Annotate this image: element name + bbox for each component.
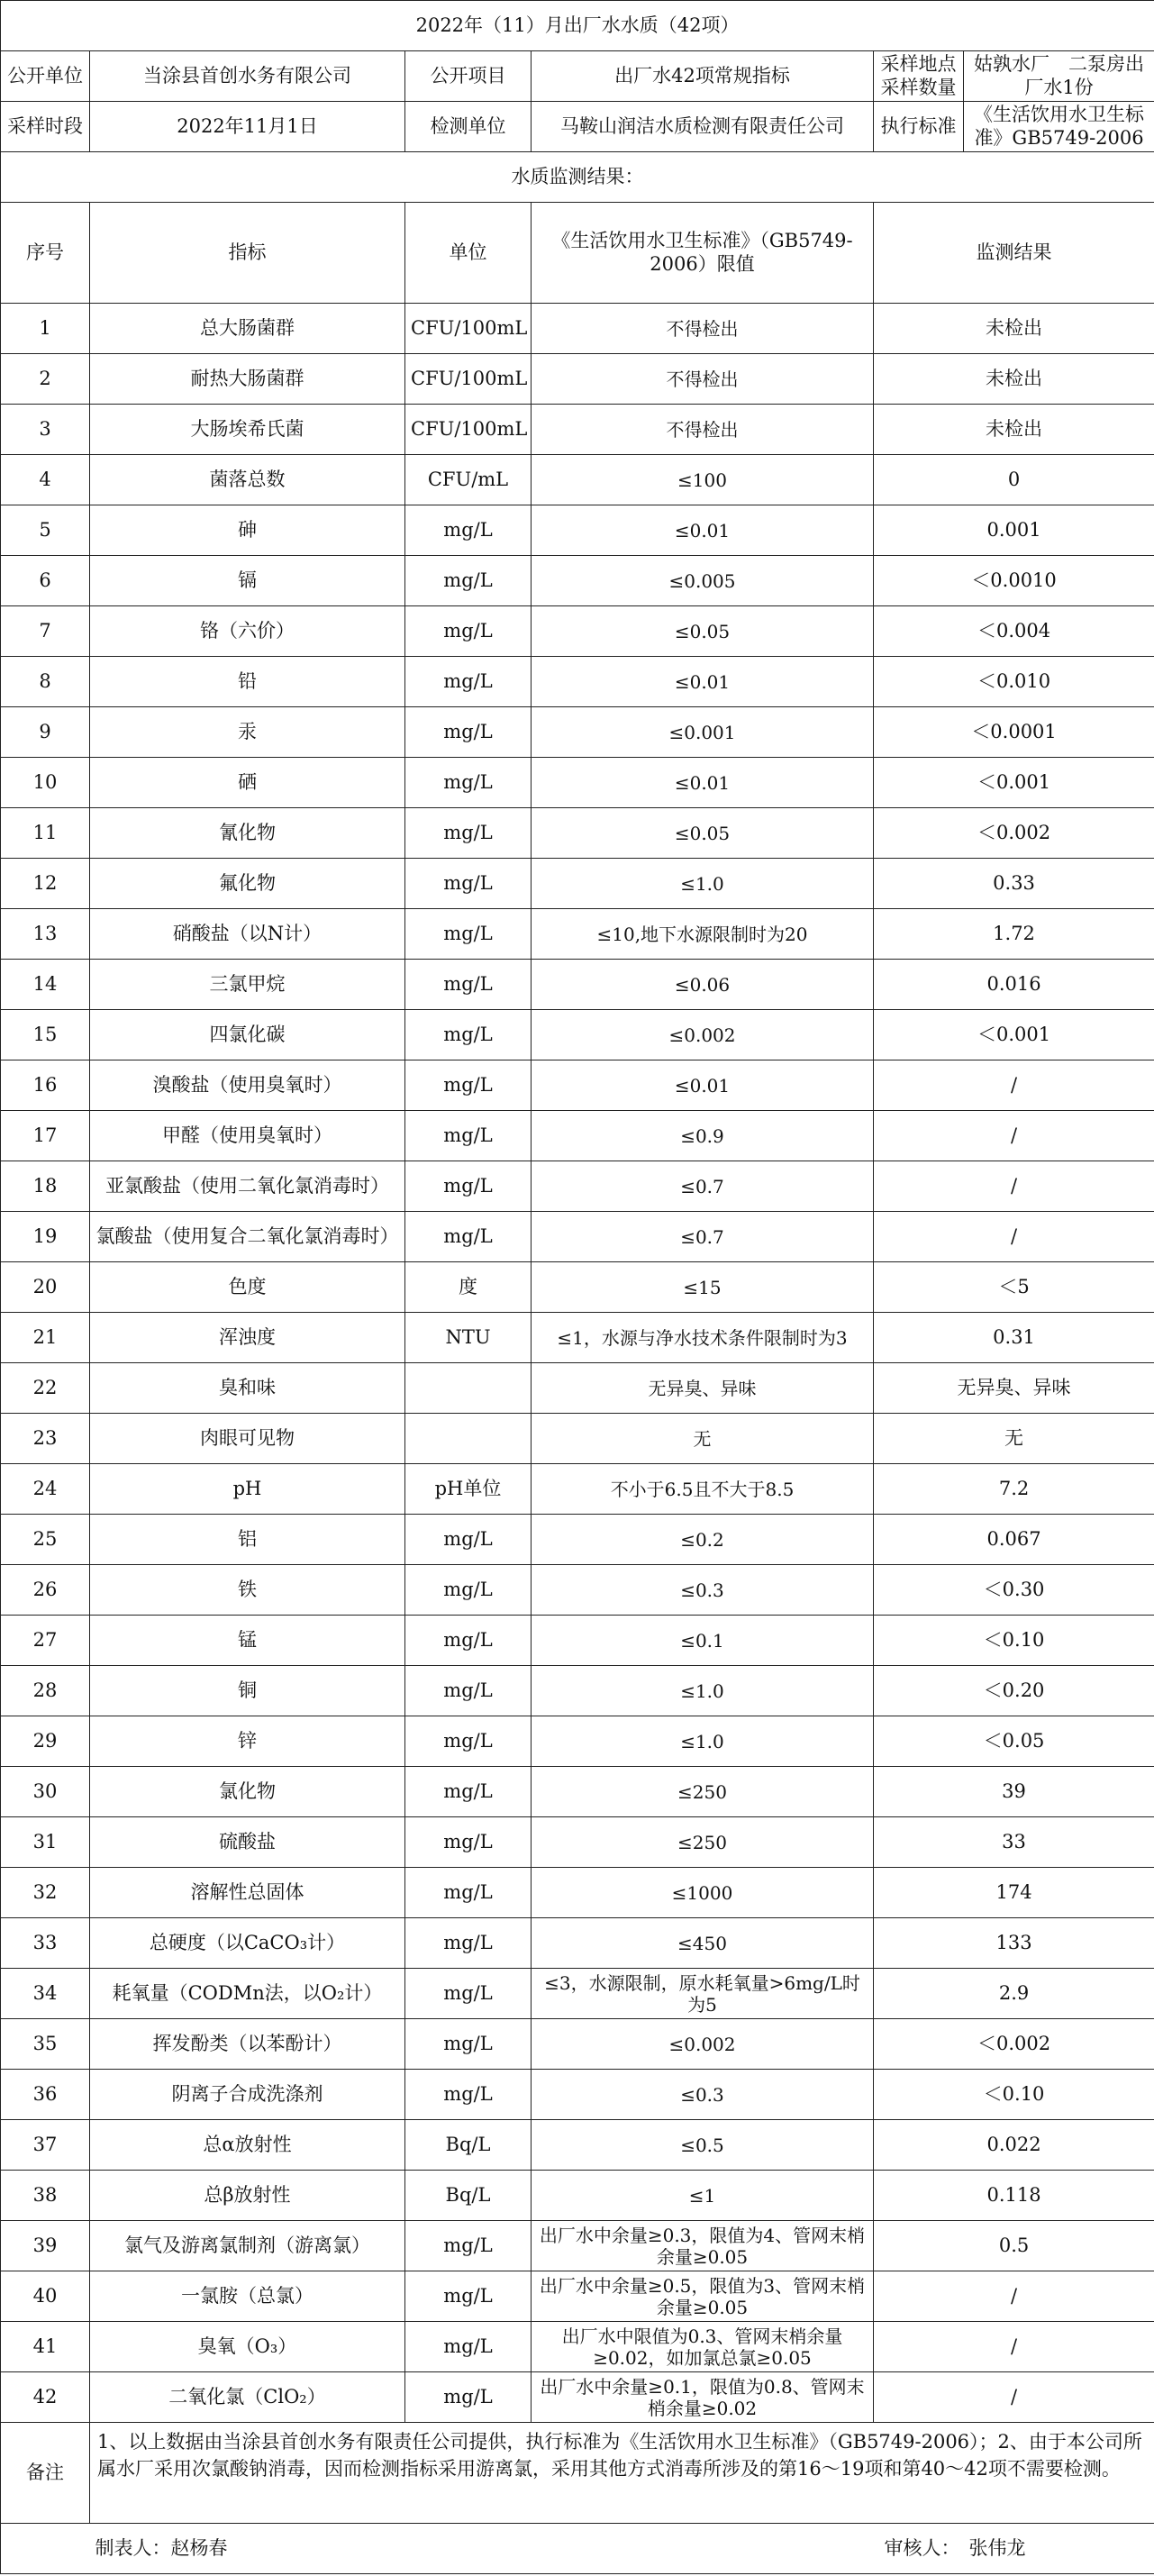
row-indicator: 铝 [90, 1515, 405, 1565]
maker-label: 制表人： [95, 2536, 171, 2559]
row-no: 28 [1, 1666, 90, 1716]
row-unit: CFU/100mL [405, 304, 532, 354]
table-row [1, 405, 1154, 455]
row-indicator: 总大肠菌群 [90, 304, 405, 354]
table-row [1, 2271, 1154, 2322]
row-limit: ≤0.7 [532, 1161, 874, 1212]
row-no: 19 [1, 1212, 90, 1262]
row-limit: ≤250 [532, 1767, 874, 1817]
table-row [1, 1111, 1154, 1161]
row-limit: ≤0.002 [532, 1010, 874, 1060]
row-limit: ≤250 [532, 1817, 874, 1868]
row-limit: 不得检出 [532, 354, 874, 405]
row-unit: mg/L [405, 657, 532, 707]
table-row [1, 808, 1154, 859]
row-unit: mg/L [405, 1010, 532, 1060]
table-row [1, 455, 1154, 505]
row-limit: ≤0.002 [532, 2019, 874, 2070]
row-limit: ≤1000 [532, 1868, 874, 1918]
row-limit: ≤0.9 [532, 1111, 874, 1161]
reviewer-label: 审核人： [874, 2524, 964, 2574]
row-result: / [874, 1212, 1154, 1262]
notes-label: 备注 [1, 2423, 90, 2524]
row-indicator: 铜 [90, 1666, 405, 1716]
row-result: 未检出 [874, 354, 1154, 405]
row-no: 24 [1, 1464, 90, 1515]
table-row [1, 707, 1154, 758]
table-row [1, 2322, 1154, 2372]
project-label: 公开项目 [405, 51, 532, 102]
table-row [1, 606, 1154, 657]
row-result: ＜0.10 [874, 1616, 1154, 1666]
row-unit: mg/L [405, 556, 532, 606]
row-limit: 不得检出 [532, 304, 874, 354]
row-unit: mg/L [405, 2221, 532, 2271]
table-row [1, 1161, 1154, 1212]
table-row [1, 1969, 1154, 2019]
row-result: ＜0.002 [874, 2019, 1154, 2070]
row-no: 8 [1, 657, 90, 707]
row-unit: mg/L [405, 606, 532, 657]
row-indicator: 二氧化氯（ClO₂） [90, 2372, 405, 2423]
row-no: 17 [1, 1111, 90, 1161]
row-no: 14 [1, 960, 90, 1010]
row-indicator: 硝酸盐（以N计） [90, 909, 405, 960]
row-no: 16 [1, 1060, 90, 1111]
table-row [1, 304, 1154, 354]
section-title: 水质监测结果： [1, 152, 1154, 203]
row-indicator: 耐热大肠菌群 [90, 354, 405, 405]
row-indicator: 色度 [90, 1262, 405, 1313]
row-result: ＜0.010 [874, 657, 1154, 707]
row-no: 33 [1, 1918, 90, 1969]
row-result: ＜0.001 [874, 1010, 1154, 1060]
row-result: ＜0.0010 [874, 556, 1154, 606]
header-unit: 单位 [405, 203, 532, 304]
row-limit: ≤0.05 [532, 808, 874, 859]
table-row [1, 2221, 1154, 2271]
row-indicator: 挥发酚类（以苯酚计） [90, 2019, 405, 2070]
row-result: ＜0.30 [874, 1565, 1154, 1616]
row-limit: ≤1.0 [532, 859, 874, 909]
table-row [1, 1666, 1154, 1716]
header-indicator: 指标 [90, 203, 405, 304]
row-result: 0.067 [874, 1515, 1154, 1565]
row-unit: CFU/mL [405, 455, 532, 505]
row-no: 11 [1, 808, 90, 859]
row-limit: ≤1.0 [532, 1666, 874, 1716]
row-unit: mg/L [405, 1716, 532, 1767]
row-no: 36 [1, 2070, 90, 2120]
row-result: 133 [874, 1918, 1154, 1969]
row-indicator: 菌落总数 [90, 455, 405, 505]
row-indicator: 氟化物 [90, 859, 405, 909]
row-result: 0.001 [874, 505, 1154, 556]
table-row [1, 505, 1154, 556]
row-result: / [874, 1060, 1154, 1111]
row-result: 未检出 [874, 304, 1154, 354]
row-indicator: 锌 [90, 1716, 405, 1767]
table-row [1, 657, 1154, 707]
row-unit: mg/L [405, 1918, 532, 1969]
row-indicator: 溶解性总固体 [90, 1868, 405, 1918]
std-value: 《生活饮用水卫生标准》GB5749-2006 [964, 102, 1154, 152]
row-result: / [874, 2372, 1154, 2423]
row-limit: 出厂水中余量≥0.3，限值为4、管网末梢余量≥0.05 [532, 2221, 874, 2271]
notes-text: 1、以上数据由当涂县首创水务有限责任公司提供，执行标准为《生活饮用水卫生标准》（GB5749-2006）；2、由于本公司所属水厂采用次氯酸钠消毒，因而检测指标采用游离氯，采用其他方式消毒所涉及的第16～19项和第40～42项不需要检测。 [90, 2423, 1154, 2524]
row-limit: ≤0.005 [532, 556, 874, 606]
table-row [1, 758, 1154, 808]
row-indicator: 汞 [90, 707, 405, 758]
maker [90, 2524, 405, 2574]
row-indicator: 大肠埃希氏菌 [90, 405, 405, 455]
row-limit: ≤0.3 [532, 2070, 874, 2120]
row-unit [405, 1414, 532, 1464]
table-row [1, 960, 1154, 1010]
row-limit: ≤0.3 [532, 1565, 874, 1616]
row-limit: 出厂水中余量≥0.5，限值为3、管网末梢余量≥0.05 [532, 2271, 874, 2322]
table-row [1, 354, 1154, 405]
row-no: 4 [1, 455, 90, 505]
table-row [1, 1716, 1154, 1767]
row-indicator: 氰化物 [90, 808, 405, 859]
row-result: 无 [874, 1414, 1154, 1464]
row-limit: ≤0.01 [532, 505, 874, 556]
table-row [1, 2120, 1154, 2171]
project-value: 出厂水42项常规指标 [532, 51, 874, 102]
row-no: 15 [1, 1010, 90, 1060]
row-unit: Bq/L [405, 2171, 532, 2221]
row-limit: ≤10,地下水源限制时为20 [532, 909, 874, 960]
row-no: 40 [1, 2271, 90, 2322]
row-indicator: 总硬度（以CaCO₃计） [90, 1918, 405, 1969]
row-indicator: 亚氯酸盐（使用二氧化氯消毒时） [90, 1161, 405, 1212]
row-result: 7.2 [874, 1464, 1154, 1515]
row-limit: ≤100 [532, 455, 874, 505]
row-indicator: 肉眼可见物 [90, 1414, 405, 1464]
row-indicator: 铬（六价） [90, 606, 405, 657]
row-result: 33 [874, 1817, 1154, 1868]
row-limit: 无异臭、异味 [532, 1363, 874, 1414]
row-indicator: pH [90, 1464, 405, 1515]
row-no: 25 [1, 1515, 90, 1565]
row-limit: ≤0.5 [532, 2120, 874, 2171]
row-limit: ≤0.01 [532, 758, 874, 808]
row-unit: mg/L [405, 2271, 532, 2322]
row-result: 2.9 [874, 1969, 1154, 2019]
row-indicator: 一氯胺（总氯） [90, 2271, 405, 2322]
row-indicator: 镉 [90, 556, 405, 606]
row-unit [405, 1363, 532, 1414]
row-unit: mg/L [405, 707, 532, 758]
row-result: 1.72 [874, 909, 1154, 960]
row-indicator: 阴离子合成洗涤剂 [90, 2070, 405, 2120]
row-limit: ≤3，水源限制，原水耗氧量>6mg/L时为5 [532, 1969, 874, 2019]
row-result: 0.31 [874, 1313, 1154, 1363]
row-limit: ≤0.06 [532, 960, 874, 1010]
row-indicator: 铅 [90, 657, 405, 707]
row-result: ＜5 [874, 1262, 1154, 1313]
row-limit: ≤0.2 [532, 1515, 874, 1565]
row-unit: mg/L [405, 1212, 532, 1262]
table-row [1, 1363, 1154, 1414]
table-row [1, 2019, 1154, 2070]
row-limit: ≤0.1 [532, 1616, 874, 1666]
row-unit: mg/L [405, 960, 532, 1010]
row-indicator: 氯气及游离氯制剂（游离氯） [90, 2221, 405, 2271]
row-limit: 无 [532, 1414, 874, 1464]
row-result: 0.118 [874, 2171, 1154, 2221]
row-limit: ≤0.05 [532, 606, 874, 657]
table-row [1, 1313, 1154, 1363]
row-indicator: 臭氧（O₃） [90, 2322, 405, 2372]
report-title: 2022年（11）月出厂水水质（42项） [1, 1, 1154, 51]
row-result: ＜0.05 [874, 1716, 1154, 1767]
row-limit: ≤1.0 [532, 1716, 874, 1767]
row-indicator: 氯化物 [90, 1767, 405, 1817]
row-no: 42 [1, 2372, 90, 2423]
row-indicator: 锰 [90, 1616, 405, 1666]
row-result: 39 [874, 1767, 1154, 1817]
row-result: ＜0.0001 [874, 707, 1154, 758]
row-result: 174 [874, 1868, 1154, 1918]
row-indicator: 臭和味 [90, 1363, 405, 1414]
signature-row [1, 2524, 1154, 2574]
row-no: 34 [1, 1969, 90, 2019]
row-result: 无异臭、异味 [874, 1363, 1154, 1414]
site-value: 姑孰水厂 二泵房出厂水1份 [964, 51, 1154, 102]
period-value: 2022年11月1日 [90, 102, 405, 152]
row-no: 20 [1, 1262, 90, 1313]
table-row [1, 859, 1154, 909]
row-unit: mg/L [405, 758, 532, 808]
row-no: 37 [1, 2120, 90, 2171]
row-no: 27 [1, 1616, 90, 1666]
row-unit: mg/L [405, 1060, 532, 1111]
table-row [1, 1817, 1154, 1868]
row-indicator: 硒 [90, 758, 405, 808]
notes-row [1, 2423, 1154, 2524]
row-no: 12 [1, 859, 90, 909]
row-limit: ≤0.001 [532, 707, 874, 758]
row-limit: 不得检出 [532, 405, 874, 455]
table-row [1, 1616, 1154, 1666]
org-value: 当涂县首创水务有限公司 [90, 51, 405, 102]
row-indicator: 耗氧量（CODMn法，以O₂计） [90, 1969, 405, 2019]
row-indicator: 铁 [90, 1565, 405, 1616]
info-row-1 [1, 51, 1154, 102]
row-no: 10 [1, 758, 90, 808]
org-label: 公开单位 [1, 51, 90, 102]
period-label: 采样时段 [1, 102, 90, 152]
table-row [1, 2372, 1154, 2423]
row-no: 41 [1, 2322, 90, 2372]
row-unit: mg/L [405, 1767, 532, 1817]
row-unit: mg/L [405, 859, 532, 909]
table-row [1, 1565, 1154, 1616]
row-no: 13 [1, 909, 90, 960]
row-unit: mg/L [405, 505, 532, 556]
row-unit: mg/L [405, 1161, 532, 1212]
row-limit: ≤1 [532, 2171, 874, 2221]
row-no: 30 [1, 1767, 90, 1817]
std-label: 执行标准 [874, 102, 964, 152]
row-unit: mg/L [405, 1868, 532, 1918]
row-unit: mg/L [405, 2322, 532, 2372]
table-row [1, 1414, 1154, 1464]
table-row [1, 1010, 1154, 1060]
row-limit: 出厂水中限值为0.3、管网末梢余量≥0.02，如加氯总氯≥0.05 [532, 2322, 874, 2372]
row-unit: mg/L [405, 1616, 532, 1666]
row-result: / [874, 1161, 1154, 1212]
row-result: 0 [874, 455, 1154, 505]
section-row [1, 152, 1154, 203]
row-result: ＜0.10 [874, 2070, 1154, 2120]
row-limit: ≤450 [532, 1918, 874, 1969]
row-indicator: 硫酸盐 [90, 1817, 405, 1868]
row-unit: mg/L [405, 1969, 532, 2019]
header-limit: 《生活饮用水卫生标准》（GB5749-2006）限值 [532, 203, 874, 304]
row-indicator: 溴酸盐（使用臭氧时） [90, 1060, 405, 1111]
row-indicator: 四氯化碳 [90, 1010, 405, 1060]
row-no: 29 [1, 1716, 90, 1767]
row-no: 26 [1, 1565, 90, 1616]
row-no: 3 [1, 405, 90, 455]
table-row [1, 2070, 1154, 2120]
row-no: 23 [1, 1414, 90, 1464]
row-result: 0.33 [874, 859, 1154, 909]
row-unit: mg/L [405, 1111, 532, 1161]
row-unit: 度 [405, 1262, 532, 1313]
row-result: ＜0.20 [874, 1666, 1154, 1716]
row-result: 0.5 [874, 2221, 1154, 2271]
row-limit: ≤1，水源与净水技术条件限制时为3 [532, 1313, 874, 1363]
row-unit: mg/L [405, 2019, 532, 2070]
row-limit: ≤0.7 [532, 1212, 874, 1262]
table-row [1, 1868, 1154, 1918]
table-row [1, 1262, 1154, 1313]
row-unit: mg/L [405, 1515, 532, 1565]
row-unit: CFU/100mL [405, 405, 532, 455]
row-no: 32 [1, 1868, 90, 1918]
lab-value: 马鞍山润洁水质检测有限责任公司 [532, 102, 874, 152]
row-result: 0.022 [874, 2120, 1154, 2171]
row-no: 22 [1, 1363, 90, 1414]
table-row [1, 909, 1154, 960]
row-indicator: 砷 [90, 505, 405, 556]
table-row [1, 1767, 1154, 1817]
row-no: 18 [1, 1161, 90, 1212]
header-no: 序号 [1, 203, 90, 304]
info-row-2 [1, 102, 1154, 152]
row-unit: mg/L [405, 2070, 532, 2120]
row-result: ＜0.001 [874, 758, 1154, 808]
row-result: ＜0.002 [874, 808, 1154, 859]
row-no: 6 [1, 556, 90, 606]
row-unit: Bq/L [405, 2120, 532, 2171]
row-unit: mg/L [405, 1817, 532, 1868]
row-indicator: 总β放射性 [90, 2171, 405, 2221]
reviewer-value: 张伟龙 [964, 2524, 1154, 2574]
row-no: 1 [1, 304, 90, 354]
row-indicator: 甲醛（使用臭氧时） [90, 1111, 405, 1161]
row-indicator: 浑浊度 [90, 1313, 405, 1363]
row-no: 7 [1, 606, 90, 657]
table-row [1, 1515, 1154, 1565]
row-result: / [874, 1111, 1154, 1161]
table-row [1, 1918, 1154, 1969]
row-no: 21 [1, 1313, 90, 1363]
row-result: / [874, 2322, 1154, 2372]
row-limit: 不小于6.5且不大于8.5 [532, 1464, 874, 1515]
row-unit: mg/L [405, 1565, 532, 1616]
row-limit: ≤0.01 [532, 657, 874, 707]
row-result: / [874, 2271, 1154, 2322]
header-row [1, 203, 1154, 304]
row-limit: ≤15 [532, 1262, 874, 1313]
row-no: 9 [1, 707, 90, 758]
header-result: 监测结果 [874, 203, 1154, 304]
row-unit: pH单位 [405, 1464, 532, 1515]
row-unit: CFU/100mL [405, 354, 532, 405]
row-no: 5 [1, 505, 90, 556]
row-limit: ≤0.01 [532, 1060, 874, 1111]
row-indicator: 总α放射性 [90, 2120, 405, 2171]
table-row [1, 2171, 1154, 2221]
row-no: 35 [1, 2019, 90, 2070]
site-label: 采样地点 采样数量 [874, 51, 964, 102]
row-result: ＜0.004 [874, 606, 1154, 657]
row-unit: mg/L [405, 1666, 532, 1716]
row-no: 39 [1, 2221, 90, 2271]
row-no: 38 [1, 2171, 90, 2221]
title-row [1, 1, 1154, 51]
lab-label: 检测单位 [405, 102, 532, 152]
row-limit: 出厂水中余量≥0.1，限值为0.8、管网末梢余量≥0.02 [532, 2372, 874, 2423]
maker-value: 赵杨春 [170, 2536, 228, 2559]
table-row [1, 1464, 1154, 1515]
row-unit: mg/L [405, 2372, 532, 2423]
row-unit: mg/L [405, 808, 532, 859]
row-result: 0.016 [874, 960, 1154, 1010]
row-indicator: 氯酸盐（使用复合二氧化氯消毒时） [90, 1212, 405, 1262]
row-indicator: 三氯甲烷 [90, 960, 405, 1010]
row-no: 31 [1, 1817, 90, 1868]
table-row [1, 1212, 1154, 1262]
row-unit: mg/L [405, 909, 532, 960]
table-row [1, 1060, 1154, 1111]
row-result: 未检出 [874, 405, 1154, 455]
row-unit: NTU [405, 1313, 532, 1363]
row-no: 2 [1, 354, 90, 405]
table-row [1, 556, 1154, 606]
